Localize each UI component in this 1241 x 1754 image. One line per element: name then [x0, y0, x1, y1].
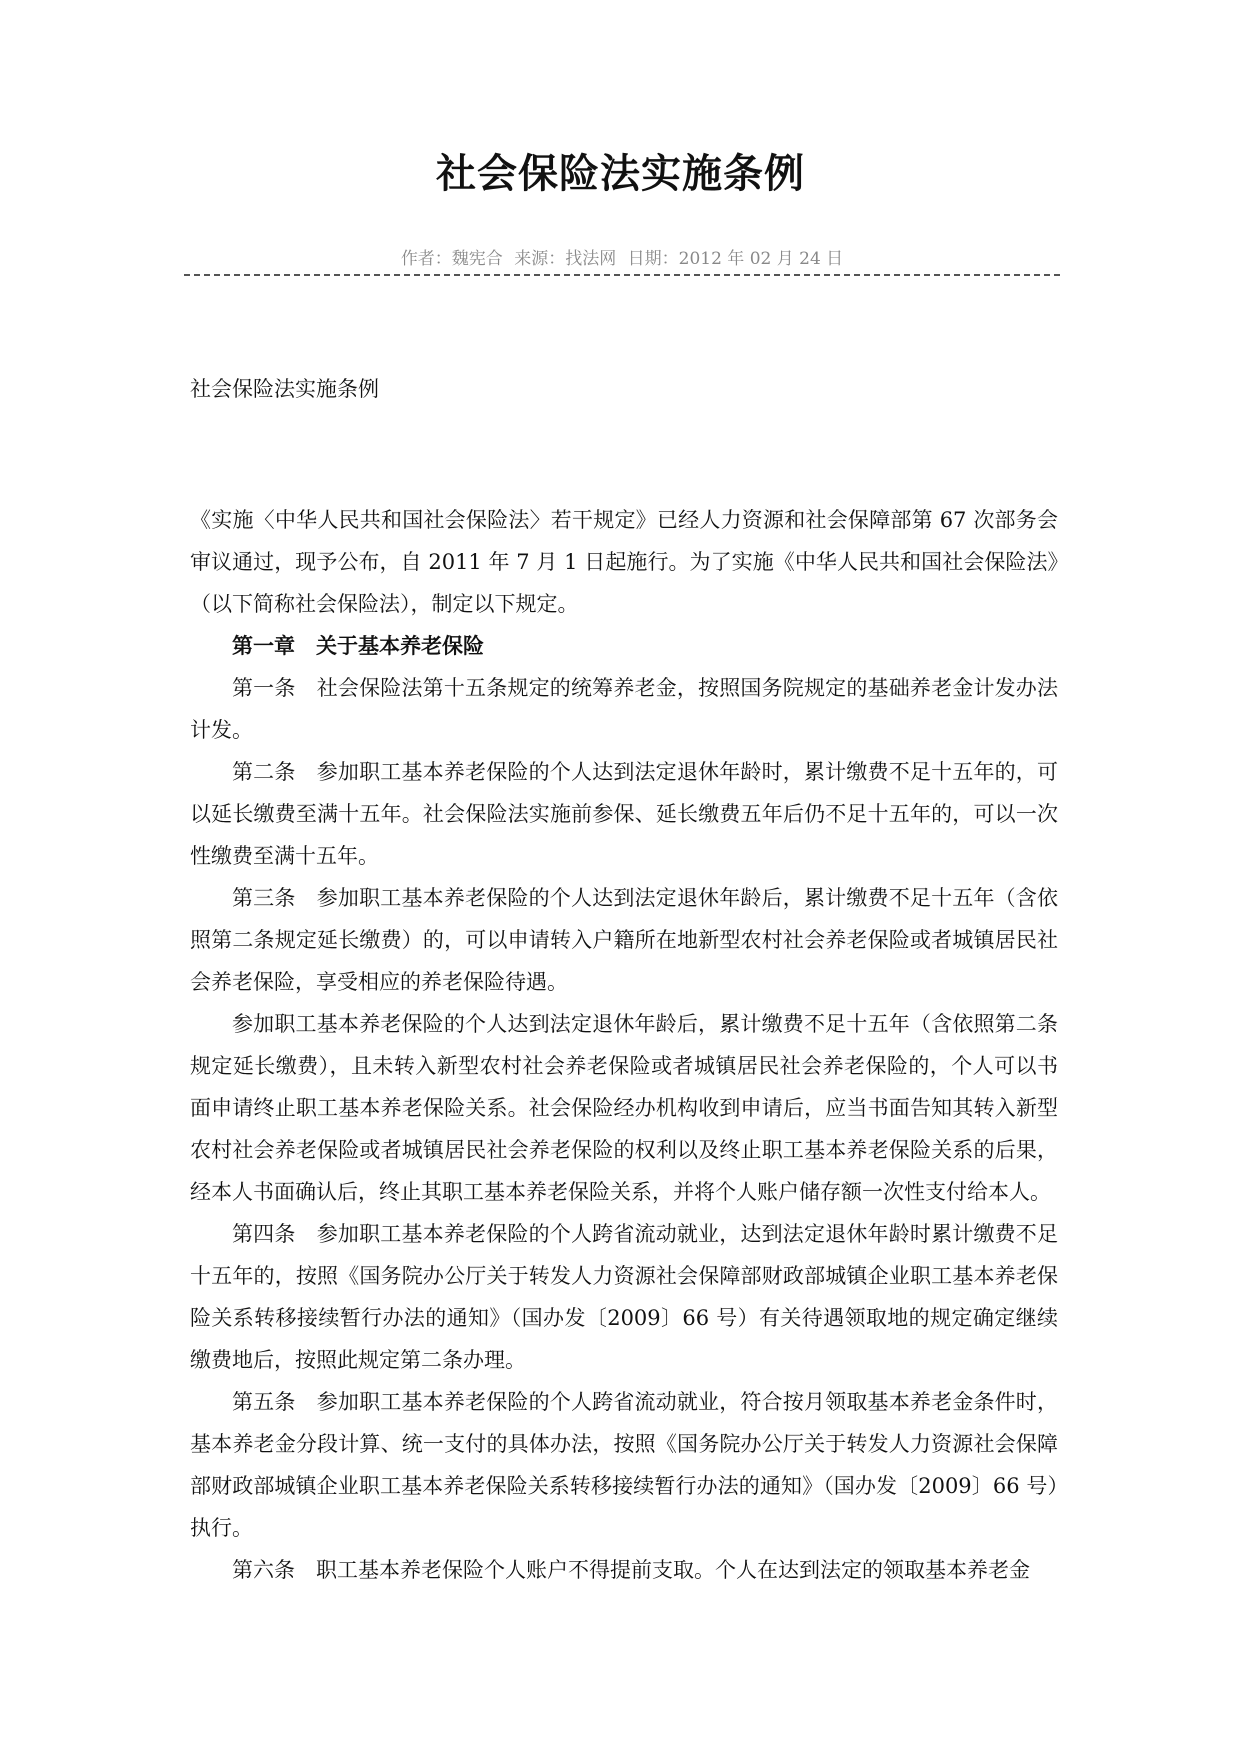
chapter-heading: 第一章 关于基本养老保险	[232, 633, 484, 658]
meta-divider	[184, 244, 1060, 276]
article-paragraph: 第三条 参加职工基本养老保险的个人达到法定退休年龄后，累计缴费不足十五年（含依照第二条规定延长缴费）的，可以申请转入户籍所在地新型农村社会养老保险或者城镇居民社会养老保险，享受相应的养老保险待遇。	[190, 886, 1058, 994]
article-paragraph: 第五条 参加职工基本养老保险的个人跨省流动就业，符合按月领取基本养老金条件时，基本养老金分段计算、统一支付的具体办法，按照《国务院办公厅关于转发人力资源社会保障部财政部城镇企业职工基本养老保险关系转移接续暂行办法的通知》（国办发〔2009〕66 号）执行。	[190, 1390, 1058, 1540]
article-paragraph: 第六条 职工基本养老保险个人账户不得提前支取。个人在达到法定的领取基本养老金	[232, 1558, 1030, 1582]
document-body	[190, 499, 1058, 1591]
meta-author: 作者：魏宪合	[400, 249, 503, 269]
article-paragraph: 第一条 社会保险法第十五条规定的统筹养老金，按照国务院规定的基础养老金计发办法计发。	[190, 676, 1058, 742]
intro-paragraph: 《实施〈中华人民共和国社会保险法〉若干规定》已经人力资源和社会保障部第 67 次部务会审议通过，现予公布，自 2011 年 7 月 1 日起施行。为了实施《中华人民共和国社会保险法》（以下简称社会保险法），制定以下规定。	[190, 508, 1058, 616]
meta-info	[397, 244, 847, 274]
article-paragraph: 参加职工基本养老保险的个人达到法定退休年龄后，累计缴费不足十五年（含依照第二条规定延长缴费），且未转入新型农村社会养老保险或者城镇居民社会养老保险的，个人可以书面申请终止职工基本养老保险关系。社会保险经办机构收到申请后，应当书面告知其转入新型农村社会养老保险或者城镇居民社会养老保险的权利以及终止职工基本养老保险关系的后果，经本人书面确认后，终止其职工基本养老保险关系，并将个人账户储存额一次性支付给本人。	[190, 1012, 1058, 1204]
meta-date: 日期：2012 年 02 月 24 日	[627, 249, 844, 269]
article-paragraph: 第二条 参加职工基本养老保险的个人达到法定退休年龄时，累计缴费不足十五年的，可以延长缴费至满十五年。社会保险法实施前参保、延长缴费五年后仍不足十五年的，可以一次性缴费至满十五年。	[190, 760, 1058, 868]
page-title: 社会保险法实施条例	[436, 150, 805, 197]
article-paragraph: 第四条 参加职工基本养老保险的个人跨省流动就业，达到法定退休年龄时累计缴费不足十五年的，按照《国务院办公厅关于转发人力资源社会保障部财政部城镇企业职工基本养老保险关系转移接续暂行办法的通知》（国办发〔2009〕66 号）有关待遇领取地的规定确定继续缴费地后，按照此规定第二条办理。	[190, 1222, 1058, 1372]
meta-source: 来源：找法网	[514, 249, 617, 269]
document-heading: 社会保险法实施条例	[190, 377, 379, 401]
